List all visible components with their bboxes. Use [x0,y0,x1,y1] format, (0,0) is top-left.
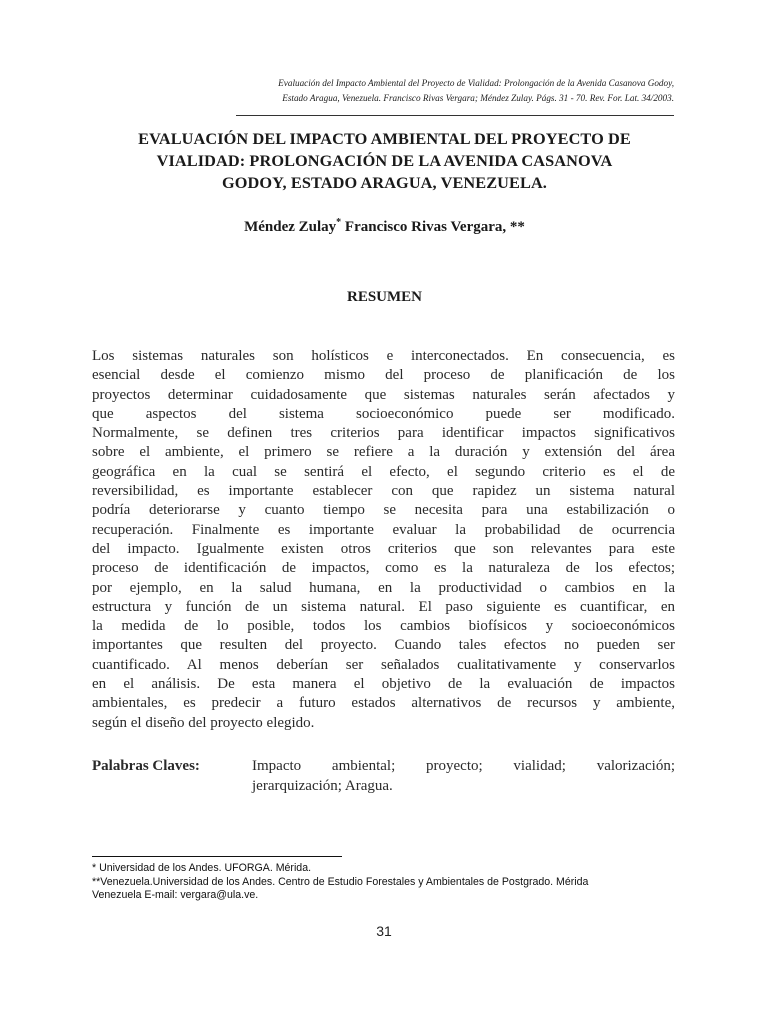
running-header-line: Estado Aragua, Venezuela. Francisco Rivas Vergara; Méndez Zulay. Págs. 31 - 70. Rev. For. Lat. 34/2003. [282,93,674,103]
footnotes [92,862,682,903]
header-underline [236,115,674,116]
running-header-line: Evaluación del Impacto Ambiental del Proyecto de Vialidad: Prolongación de la Avenida Casanova Godoy, [278,78,674,88]
abstract-line: esencial desde el comienzo mismo del proceso de planificación de los [92,367,675,384]
author-name: Méndez Zulay [244,219,337,235]
abstract-line: proceso de identificación de impactos, como es la naturaleza de los efectos; [92,560,675,577]
page-number: 31 [376,923,392,939]
abstract-line: sobre el ambiente, el primero se refiere a la duración y extensión del área [92,444,675,461]
resumen-heading: RESUMEN [346,289,422,305]
abstract-line: geográfica en la cual se sentirá el efecto, el segundo criterio es el de [92,463,675,480]
abstract-line: del impacto. Igualmente existen otros criterios que son relevantes para este [92,540,675,557]
abstract-line: estructura y función de un sistema natural. El paso siguiente es cuantificar, en [92,598,675,615]
author-list [92,213,677,237]
article-title [92,128,677,194]
keywords-line: jerarquización; Aragua. [252,778,393,794]
abstract-text [92,347,675,733]
title-line: GODOY, ESTADO ARAGUA, VENEZUELA. [222,173,547,192]
keywords-line: Impacto ambiental; proyecto; vialidad; valorización; [252,758,675,774]
abstract-line: Normalmente, se definen tres criterios para identificar impactos significativos [92,425,675,442]
footnote-line: * Universidad de los Andes. UFORGA. Mérida. [92,862,312,874]
abstract-line: la medida de lo posible, todos los cambios biofísicos y socioeconómicos [92,618,675,635]
abstract-line: ambientales, es predecir a futuro estados alternativos de recursos y ambiente, [92,695,675,712]
abstract-line: que aspectos del sistema socioeconómico puede ser modificado. [92,405,675,422]
abstract-line: importantes que resulten del proyecto. Cuando tales efectos no pueden ser [92,637,675,654]
abstract-line: reversibilidad, es importante establecer con que rapidez un sistema natural [92,483,675,500]
abstract-line: según el diseño del proyecto elegido. [92,714,315,731]
abstract-line: cuantificado. Al menos deberían ser señalados cualitativamente y conservarlos [92,656,675,673]
abstract-line: podría deteriorarse y cuanto tiempo se necesita para una estabilización o [92,502,675,519]
running-header [114,76,674,106]
abstract-line: Los sistemas naturales son holísticos e interconectados. En consecuencia, es [92,348,675,364]
footnote-line: **Venezuela.Universidad de los Andes. Centro de Estudio Forestales y Ambientales de Postgrado. Mérida [92,875,589,888]
keywords-label: Palabras Claves: [92,758,200,774]
title-line: EVALUACIÓN DEL IMPACTO AMBIENTAL DEL PROYECTO DE [138,129,631,148]
title-line: VIALIDAD: PROLONGACIÓN DE LA AVENIDA CASANOVA [156,151,613,170]
footnote-separator [92,856,342,857]
footnote-line: Venezuela E-mail: vergara@ula.ve. [92,889,259,901]
abstract-line: proyectos determinar cuidadosamente que sistemas naturales serán afectados y [92,386,675,403]
footnote-mark: * [336,217,342,228]
keywords-value [252,756,675,796]
abstract-line: recuperación. Finalmente es importante evaluar la probabilidad de ocurrencia [92,521,675,538]
abstract-line: por ejemplo, en la salud humana, en la productividad o cambios en la [92,579,675,596]
abstract-line: en el análisis. De esta manera el objetivo de la evaluación de impactos [92,676,675,693]
author-name: Francisco Rivas Vergara, ** [341,219,525,235]
